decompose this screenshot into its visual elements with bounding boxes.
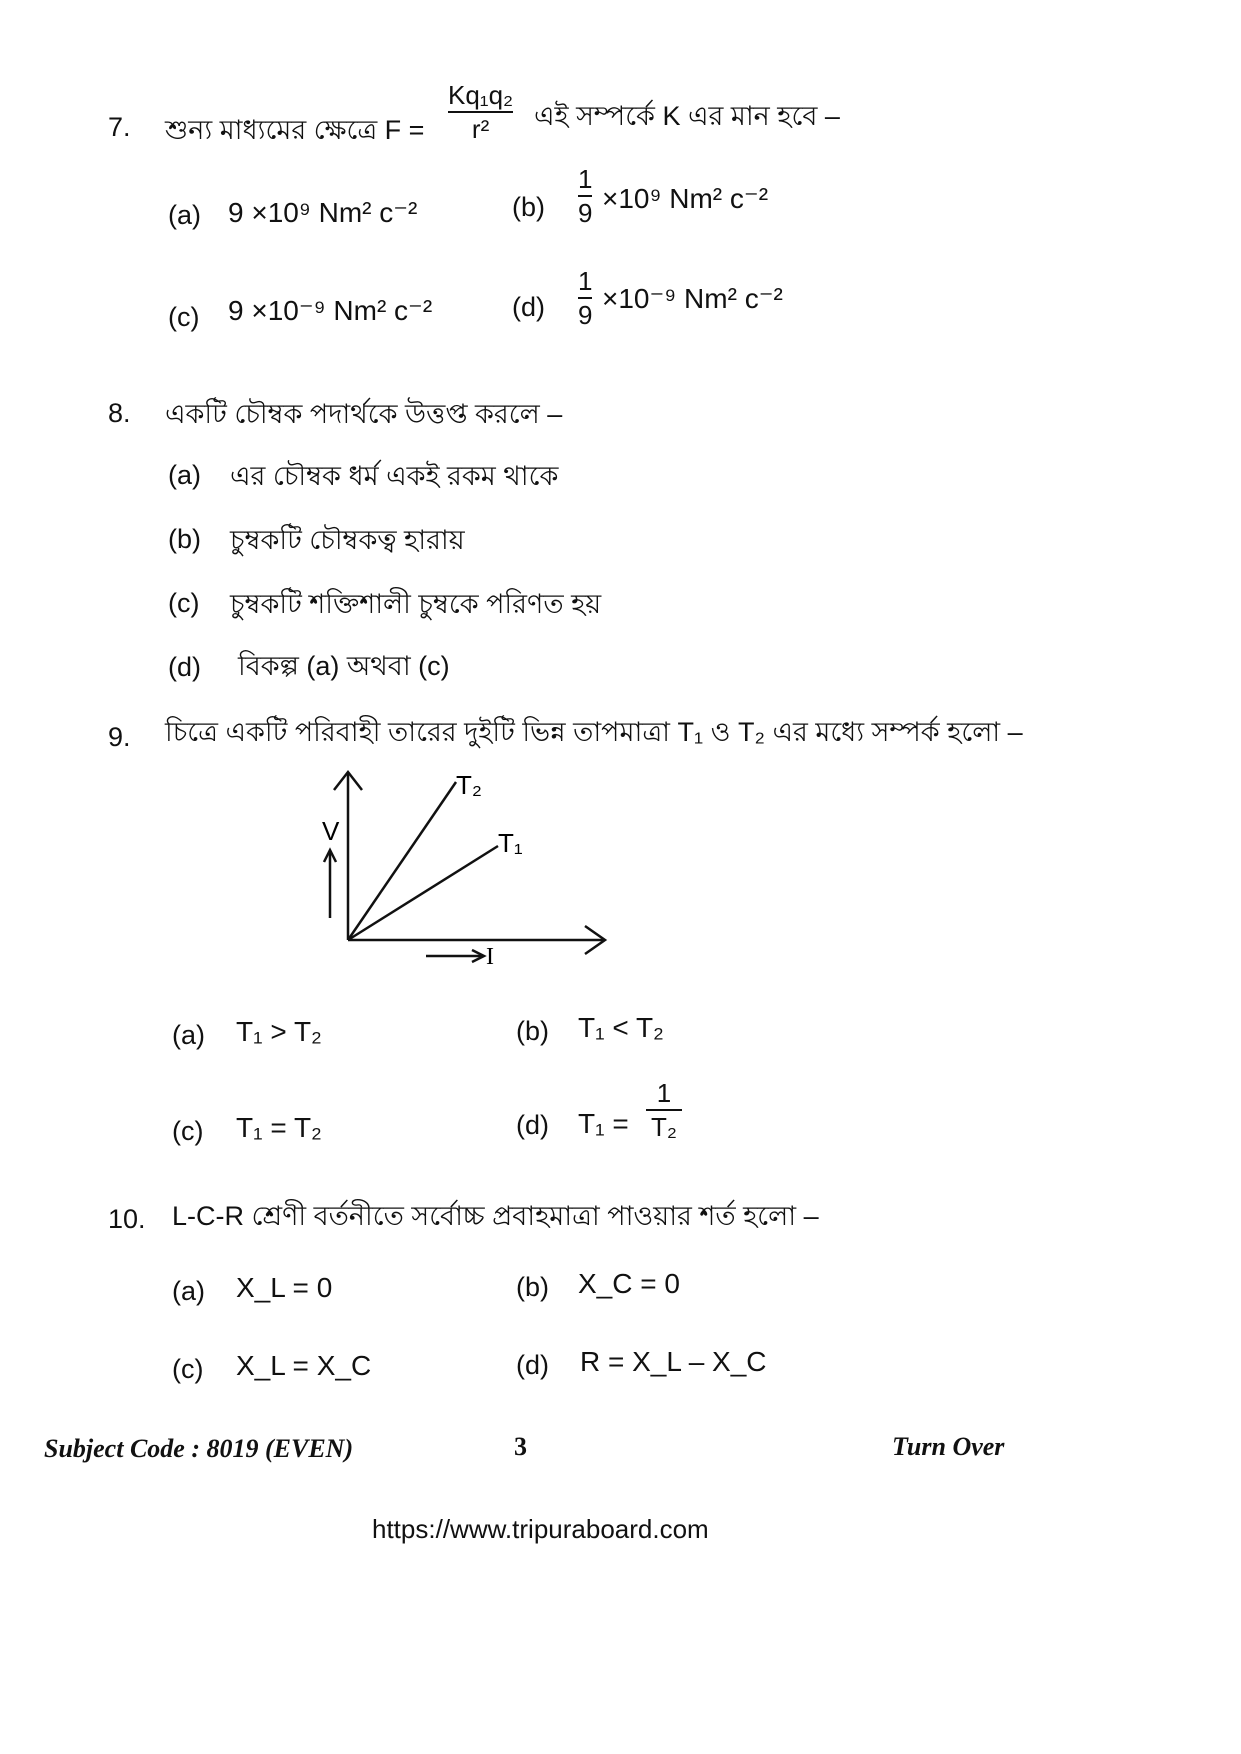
question-9-number: 9. (108, 722, 131, 752)
q7-option-d-label: (d) (512, 292, 545, 322)
website-url: https://www.tripuraboard.com (372, 1514, 709, 1544)
q9-option-a-text: T₁ > T₂ (236, 1016, 322, 1047)
q7-option-c-text: 9 ×10⁻⁹ Nm² c⁻² (228, 295, 433, 326)
q8-option-d-label: (d) (168, 652, 201, 682)
q9-option-c-label: (c) (172, 1116, 204, 1146)
q10-option-c-text: X_L = X_C (236, 1350, 372, 1381)
t2-line-label: T₂ (456, 770, 482, 800)
q10-option-b-label: (b) (516, 1272, 549, 1302)
question-10-stem: L-C-R শ্রেণী বর্তনীতে সর্বোচ্চ প্রবাহমাত্রা পাওয়ার শর্ত হলো – (172, 1201, 819, 1231)
q7-option-a-label: (a) (168, 200, 201, 230)
q10-option-b-text: X_C = 0 (578, 1268, 680, 1299)
q7-option-a-text: 9 ×10⁹ Nm² c⁻² (228, 197, 418, 228)
t1-line (348, 846, 498, 940)
q9-option-d-label: (d) (516, 1110, 549, 1140)
q10-option-d-text: R = X_L – X_C (580, 1346, 767, 1377)
fraction-denominator: 9 (578, 198, 593, 228)
question-8-stem: একটি চৌম্বক পদার্থকে উত্তপ্ত করলে – (165, 399, 563, 429)
turn-over: Turn Over (892, 1432, 1005, 1461)
q8-option-c-text: চুম্বকটি শক্তিশালী চুম্বকে পরিণত হয় (230, 589, 602, 619)
fraction-denominator: r² (471, 114, 490, 144)
q7-option-c-label: (c) (168, 302, 200, 332)
q9-option-a-label: (a) (172, 1020, 205, 1050)
fraction-numerator: 1 (656, 1078, 672, 1108)
q9-option-b-label: (b) (516, 1016, 549, 1046)
question-7-fraction (448, 82, 513, 142)
fraction-numerator: Kq₁q₂ (448, 80, 514, 110)
q7-option-b-text: ×10⁹ Nm² c⁻² (602, 183, 769, 214)
fraction-denominator: T₂ (651, 1112, 677, 1142)
q8-option-a-label: (a) (168, 460, 201, 490)
q10-option-a-label: (a) (172, 1276, 205, 1306)
t1-line-label: T₁ (498, 828, 523, 858)
q10-option-d-label: (d) (516, 1350, 549, 1380)
q8-option-d-text: বিকল্প (a) অথবা (c) (238, 651, 450, 681)
q9-option-b-text: T₁ < T₂ (578, 1012, 664, 1043)
fraction-bar (448, 111, 513, 113)
fraction-bar (646, 1109, 682, 1111)
fraction-bar (578, 297, 592, 299)
q7-option-d-text: ×10⁻⁹ Nm² c⁻² (602, 283, 783, 314)
fraction-denominator: 9 (578, 300, 593, 330)
question-8-number: 8. (108, 398, 131, 428)
q9-option-c-text: T₁ = T₂ (236, 1112, 322, 1143)
subject-code: Subject Code : 8019 (EVEN) (44, 1434, 354, 1463)
t2-line (348, 782, 456, 940)
question-10-number: 10. (108, 1204, 146, 1234)
q9-option-d-fraction (646, 1080, 682, 1140)
q7-option-b-label: (b) (512, 192, 545, 222)
fraction-numerator: 1 (578, 266, 593, 296)
q7-option-b-fraction (578, 166, 592, 226)
q9-option-d-lhs: T₁ = (578, 1108, 629, 1139)
q8-option-b-text: চুম্বকটি চৌম্বকত্ব হারায় (230, 525, 465, 555)
q8-option-a-text: এর চৌম্বক ধর্ম একই রকম থাকে (230, 461, 559, 491)
q7-option-d-fraction (578, 268, 592, 328)
fraction-numerator: 1 (578, 164, 593, 194)
question-7-stem-prefix: শুন্য মাধ্যমের ক্ষেত্রে F = (165, 115, 425, 145)
q10-option-c-label: (c) (172, 1354, 204, 1384)
q10-option-a-text: X_L = 0 (236, 1272, 333, 1303)
q8-option-b-label: (b) (168, 524, 201, 554)
q8-option-c-label: (c) (168, 588, 200, 618)
page-number: 3 (514, 1432, 527, 1461)
y-axis-label: V (322, 816, 340, 846)
question-7-number: 7. (108, 112, 131, 142)
question-7-stem-suffix: এই সম্পর্কে K এর মান হবে – (534, 101, 840, 131)
x-axis-label: I (486, 944, 494, 970)
question-9-stem: চিত্রে একটি পরিবাহী তারের দুইটি ভিন্ন তাপমাত্রা T₁ ও T₂ এর মধ্যে সম্পর্ক হলো – (165, 717, 1023, 747)
v-i-graph (300, 760, 620, 970)
fraction-bar (578, 195, 592, 197)
